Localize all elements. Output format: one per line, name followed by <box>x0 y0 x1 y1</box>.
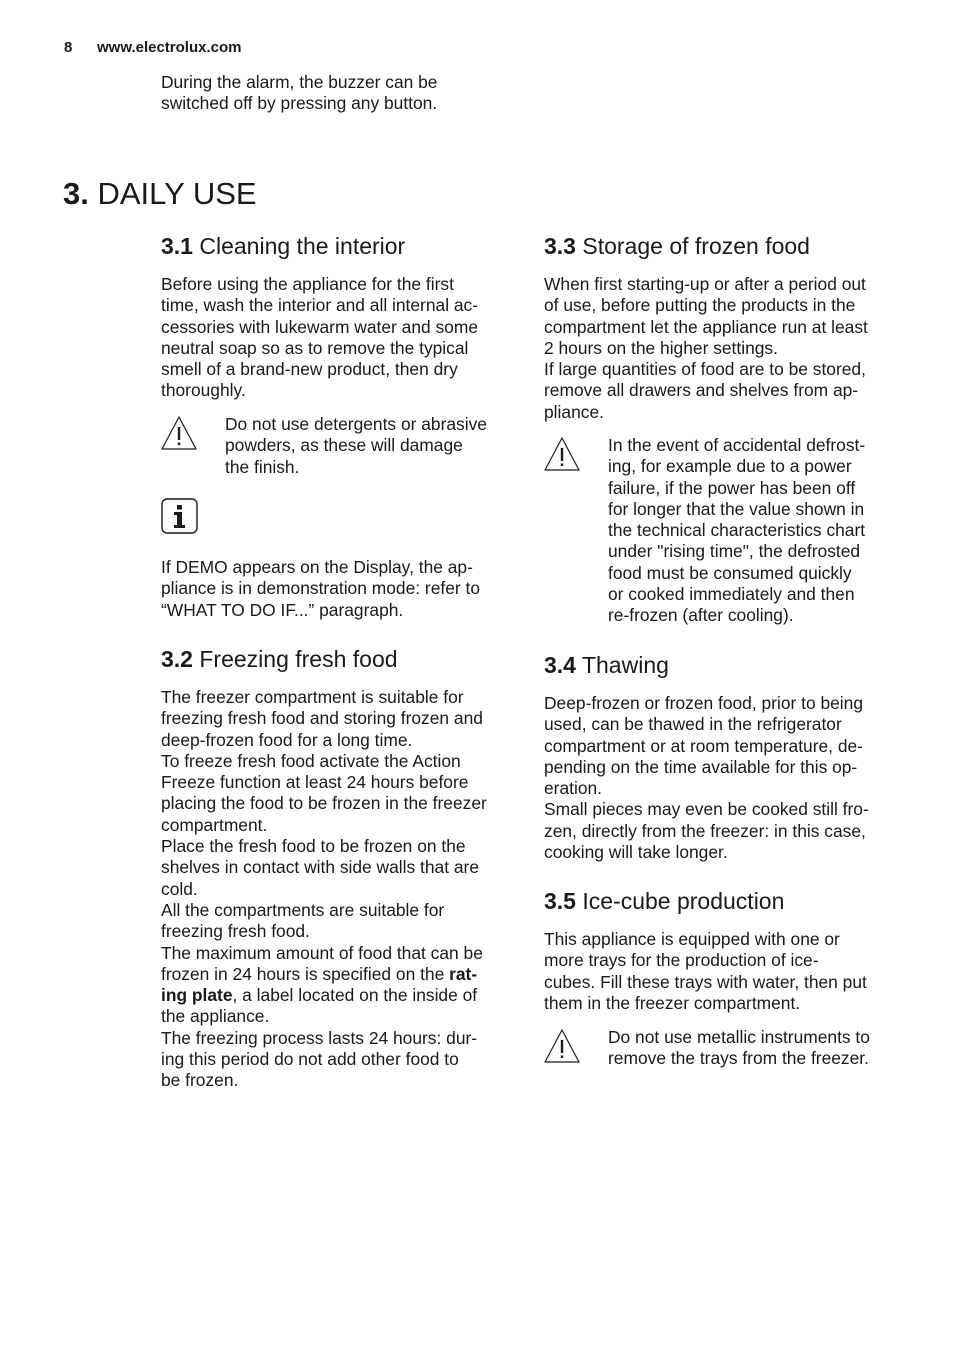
text-line: deep-frozen food for a long time. <box>161 729 413 750</box>
info-icon <box>161 498 198 534</box>
text-run: frozen in 24 hours is specified on the <box>161 963 450 984</box>
text-line: Do not use detergents or abrasive <box>225 414 487 434</box>
freezing-paragraph <box>161 687 487 1092</box>
text-line <box>161 985 487 1006</box>
text-line: cubes. Fill these trays with water, then put <box>544 971 867 992</box>
text-line: powders, as these will damage <box>225 435 463 456</box>
text-line: If DEMO appears on the Display, the ap- <box>161 557 473 577</box>
thawing-paragraph <box>544 693 869 863</box>
section-title: Thawing <box>581 652 669 678</box>
text-line: compartment. <box>161 814 268 835</box>
text-line: This appliance is equipped with one or <box>544 929 840 949</box>
warning-icon <box>160 415 198 451</box>
text-line: remove the trays from the freezer. <box>608 1048 869 1069</box>
text-line: When first starting-up or after a period out <box>544 274 866 294</box>
text-line: thoroughly. <box>161 380 246 401</box>
text-line: shelves in contact with side walls that are <box>161 857 480 878</box>
text-line: them in the freezer compartment. <box>544 992 801 1013</box>
cleaning-paragraph <box>161 274 478 402</box>
website-url: www.electrolux.com <box>97 39 242 56</box>
text-line: failure, if the power has been off <box>608 477 856 498</box>
text-line: switched off by pressing any button. <box>161 93 438 114</box>
text-line: of use, before putting the products in the <box>544 295 856 316</box>
text-line: time, wash the interior and all internal ac- <box>161 295 479 316</box>
section-number: 3.4 <box>544 652 576 678</box>
text-line: The maximum amount of food that can be <box>161 942 483 963</box>
text-line: Freeze function at least 24 hours before <box>161 772 469 793</box>
section-title: Cleaning the interior <box>199 233 406 259</box>
text-line: compartment let the appliance run at least <box>544 316 868 337</box>
warning-icon <box>543 1028 581 1064</box>
text-line: the technical characteristics chart <box>608 520 866 541</box>
page-number: 8 <box>64 39 73 56</box>
chapter-number: 3. <box>63 176 89 211</box>
text-line: zen, directly from the freezer: in this case, <box>544 820 866 841</box>
text-line: ing, for example due to a power <box>608 456 852 477</box>
text-line: The freezing process lasts 24 hours: dur- <box>161 1027 478 1048</box>
text-line: “WHAT TO DO IF...” paragraph. <box>161 599 404 620</box>
section-heading-3-1 <box>161 232 405 260</box>
text-line <box>161 964 487 985</box>
text-line: be frozen. <box>161 1070 239 1091</box>
text-line: 2 hours on the higher settings. <box>544 337 778 358</box>
section-heading-3-3 <box>544 232 810 260</box>
text-line: freezing fresh food. <box>161 921 310 942</box>
text-line: pliance is in demonstration mode: refer to <box>161 578 480 599</box>
section-number: 3.3 <box>544 233 576 259</box>
text-line: Place the fresh food to be frozen on the <box>161 836 466 857</box>
section-heading-3-2 <box>161 645 398 673</box>
section-number: 3.5 <box>544 888 576 914</box>
text-line: cold. <box>161 878 198 899</box>
text-line: for longer that the value shown in <box>608 498 865 519</box>
chapter-title <box>63 176 257 212</box>
text-line: ing this period do not add other food to <box>161 1049 459 1070</box>
text-line: pending on the time available for this op- <box>544 756 858 777</box>
text-line: freezing fresh food and storing frozen and <box>161 708 483 729</box>
warning-note-metallic <box>608 1027 870 1070</box>
text-line: the finish. <box>225 456 300 477</box>
text-line: compartment or at room temperature, de- <box>544 735 863 756</box>
bold-term: rat- <box>449 963 478 984</box>
intro-paragraph <box>161 72 437 115</box>
section-heading-3-4 <box>544 651 669 679</box>
info-note-demo <box>161 557 480 621</box>
section-title: Ice-cube production <box>582 888 785 914</box>
text-run: , a label located on the inside of <box>232 985 478 1006</box>
text-line: Before using the appliance for the first <box>161 274 454 294</box>
text-line: All the compartments are suitable for <box>161 899 445 920</box>
text-line: pliance. <box>544 401 604 422</box>
text-line: In the event of accidental defrost- <box>608 435 866 455</box>
text-line: Do not use metallic instruments to <box>608 1027 870 1047</box>
text-line: food must be consumed quickly <box>608 562 852 583</box>
text-line: To freeze fresh food activate the Action <box>161 750 461 771</box>
text-line: re-frozen (after cooling). <box>608 605 794 626</box>
text-line: neutral soap so as to remove the typical <box>161 337 469 358</box>
section-title: Freezing fresh food <box>199 646 398 672</box>
text-line: If large quantities of food are to be stored, <box>544 359 866 380</box>
storage-paragraph <box>544 274 868 423</box>
text-line: cessories with lukewarm water and some <box>161 316 479 337</box>
text-line: The freezer compartment is suitable for <box>161 687 464 707</box>
text-line: more trays for the production of ice- <box>544 950 819 971</box>
warning-icon <box>543 436 581 472</box>
text-line: remove all drawers and shelves from ap- <box>544 380 859 401</box>
text-line: Small pieces may even be cooked still fro- <box>544 799 869 820</box>
warning-note-defrosting <box>608 435 865 627</box>
section-title: Storage of frozen food <box>582 233 810 259</box>
text-line: Deep-frozen or frozen food, prior to being <box>544 693 864 713</box>
text-line: under "rising time", the defrosted <box>608 541 861 562</box>
ice-cube-paragraph <box>544 929 867 1014</box>
section-heading-3-5 <box>544 887 784 915</box>
warning-note-detergents <box>225 414 487 478</box>
section-number: 3.2 <box>161 646 193 672</box>
chapter-name: DAILY USE <box>97 176 257 211</box>
text-line: smell of a brand-new product, then dry <box>161 359 458 380</box>
text-line: used, can be thawed in the refrigerator <box>544 714 842 735</box>
text-line: During the alarm, the buzzer can be <box>161 72 438 92</box>
text-line: cooking will take longer. <box>544 842 728 863</box>
text-line: placing the food to be frozen in the freezer <box>161 793 487 814</box>
text-line: or cooked immediately and then <box>608 584 855 605</box>
bold-term: ing plate <box>161 985 233 1006</box>
section-number: 3.1 <box>161 233 193 259</box>
text-line: eration. <box>544 778 603 799</box>
text-line: the appliance. <box>161 1006 270 1027</box>
